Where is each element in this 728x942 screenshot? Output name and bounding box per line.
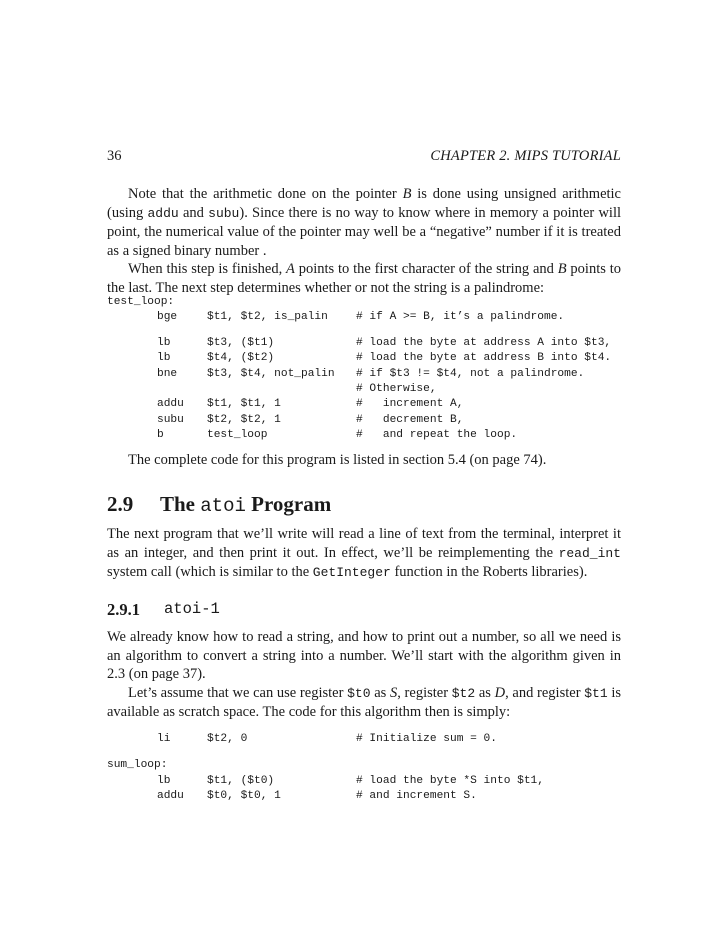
section-number: 2.9	[107, 492, 134, 516]
code-label: test_loop:	[107, 296, 175, 308]
code-op: bge	[157, 311, 178, 323]
page-number: 36	[107, 148, 122, 164]
code-args: $t3, ($t1)	[207, 337, 275, 349]
code-op: lb	[157, 352, 171, 364]
register-assignment-text: Let’s assume that we can use register $t0 as S, register $t2 as D, and register $t1 is available as scratch space. The code for this algorithm then is simply:	[107, 684, 621, 720]
complete-code-note: The complete code for this program is listed in section 5.4 (on page 74).	[128, 452, 547, 468]
pointer-arithmetic-note: Note that the arithmetic done on the pointer B is done using unsigned arithmetic (using addu and subu). Since there is no way to know where in memory a pointer will point, the numerical value of the pointer may well be a “negative” number if it is treated as a signed binary number .	[107, 186, 622, 259]
code-op: addu	[157, 398, 184, 410]
code-comment: # load the byte at address A into $t3,	[356, 337, 612, 349]
step-finished-note: When this step is finished, A points to the first character of the string and B points to the last. The next step determines whether or not the string is a palindrome:	[107, 261, 621, 296]
atoi-intro-text: The next program that we’ll write will read a line of text from the terminal, interpret it as an integer, and then print it out. In effect, we’ll be reimplementing the read_int system call (which is similar to the GetInteger function in the Roberts libraries).	[107, 526, 621, 580]
code-comment: # increment A,	[356, 398, 464, 410]
section-title: The atoi Program	[160, 492, 332, 517]
code-args: $t3, $t4, not_palin	[207, 368, 335, 380]
code-comment: # load the byte *S into $t1,	[356, 775, 544, 787]
code-comment: # and repeat the loop.	[356, 429, 518, 441]
intro-paragraph	[107, 185, 621, 297]
code-args: $t1, ($t0)	[207, 775, 275, 787]
code-comment: # if $t3 != $t4, not a palindrome.	[356, 368, 585, 380]
code-args: $t2, $t2, 1	[207, 414, 281, 426]
code-comment: # load the byte at address B into $t4.	[356, 352, 612, 364]
code-op: lb	[157, 337, 171, 349]
code-args: $t0, $t0, 1	[207, 790, 281, 802]
code-args: $t4, ($t2)	[207, 352, 275, 364]
code-comment: # if A >= B, it’s a palindrome.	[356, 311, 565, 323]
code-op: lb	[157, 775, 171, 787]
code-label: sum_loop:	[107, 759, 168, 771]
algorithm-intro-text: We already know how to read a string, and how to print out a number, so all we need is an algorithm to convert a string into a number. We’ll start with the algorithm given in 2.3 (on page 37).	[107, 629, 621, 682]
document-page	[107, 0, 621, 942]
code-op: addu	[157, 790, 184, 802]
code-comment: # and increment S.	[356, 790, 477, 802]
complete-code-paragraph	[107, 451, 621, 470]
atoi-intro-paragraph	[107, 525, 621, 583]
subsection-number: 2.9.1	[107, 600, 140, 619]
code-op: subu	[157, 414, 184, 426]
code-args: $t1, $t2, is_palin	[207, 311, 328, 323]
code-comment: # Initialize sum = 0.	[356, 733, 497, 745]
subsection-title: atoi-1	[164, 600, 220, 618]
code-op: bne	[157, 368, 178, 380]
code-args: $t1, $t1, 1	[207, 398, 281, 410]
code-op: b	[157, 429, 164, 441]
chapter-title: CHAPTER 2. MIPS TUTORIAL	[430, 148, 621, 164]
atoi1-paragraph	[107, 628, 621, 722]
code-args: test_loop	[207, 429, 268, 441]
code-comment: # decrement B,	[356, 414, 464, 426]
code-args: $t2, 0	[207, 733, 248, 745]
code-op: li	[157, 733, 171, 745]
code-comment: # Otherwise,	[356, 383, 437, 395]
